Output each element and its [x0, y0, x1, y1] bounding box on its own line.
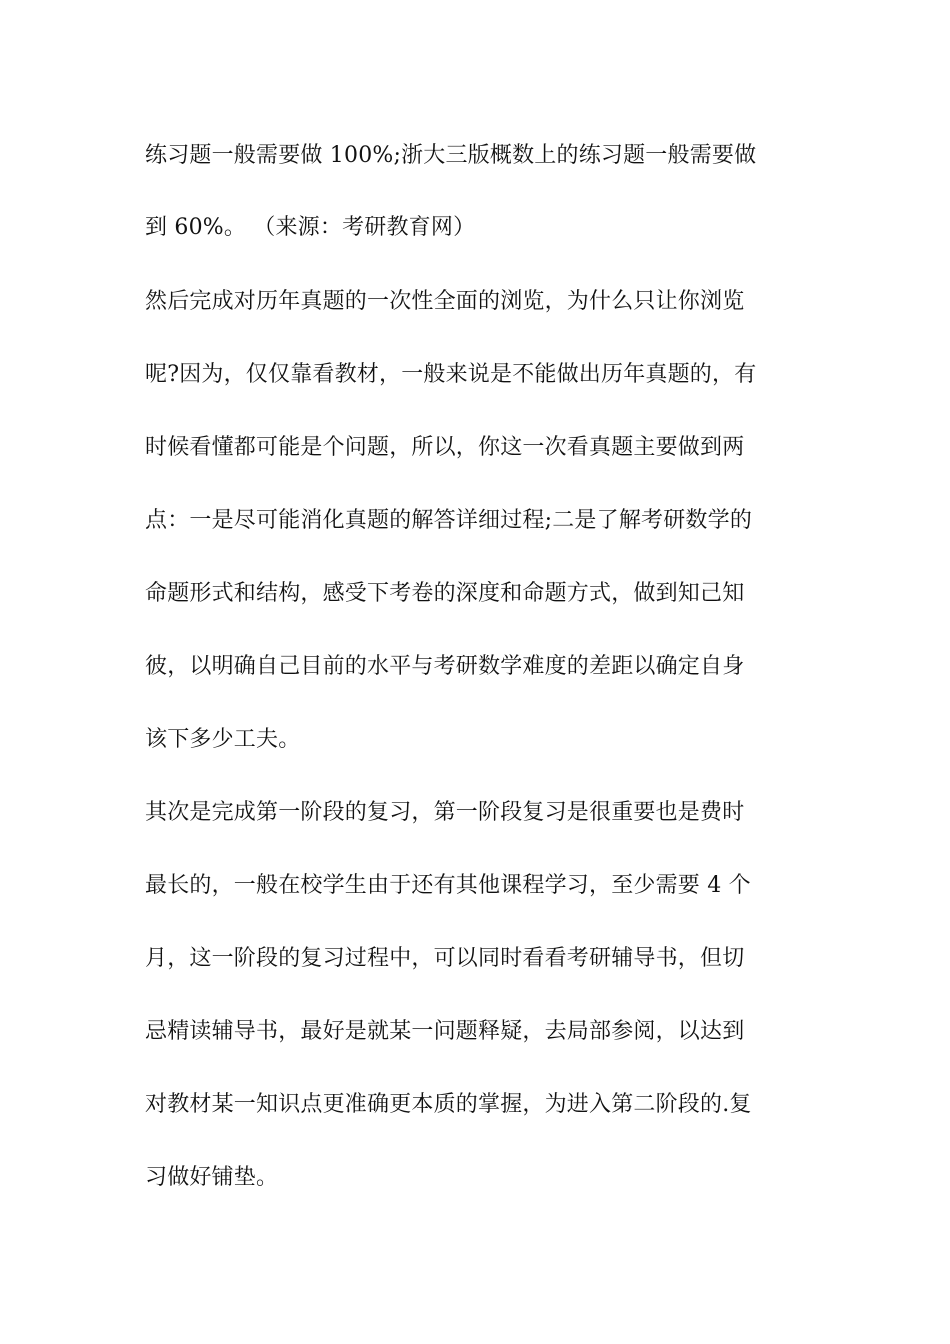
- text-line: 然后完成对历年真题的一次性全面的浏览，为什么只让你浏览: [145, 289, 745, 314]
- text-line: 命题形式和结构，感受下考卷的深度和命题方式，做到知己知: [145, 581, 745, 606]
- text-line: 到 60%。 （来源：考研教育网）: [145, 215, 476, 240]
- text-line: 时候看懂都可能是个问题，所以，你这一次看真题主要做到两: [145, 435, 745, 460]
- text-line: 月，这一阶段的复习过程中，可以同时看看考研辅导书，但切: [145, 946, 745, 971]
- text-line: 彼，以明确自己目前的水平与考研数学难度的差距以确定自身: [145, 654, 745, 679]
- text-line: 练习题一般需要做 100%;浙大三版概数上的练习题一般需要做: [145, 143, 757, 168]
- text-line: 忌精读辅导书，最好是就某一问题释疑，去局部参阅，以达到: [145, 1019, 745, 1044]
- text-line: 点：一是尽可能消化真题的解答详细过程;二是了解考研数学的: [145, 508, 753, 533]
- text-line: 该下多少工夫。: [145, 727, 301, 752]
- text-line: 其次是完成第一阶段的复习，第一阶段复习是很重要也是费时: [145, 800, 745, 825]
- text-line: 最长的，一般在校学生由于还有其他课程学习，至少需要 4 个: [145, 873, 751, 898]
- text-line: 呢?因为，仅仅靠看教材，一般来说是不能做出历年真题的，有: [145, 362, 757, 387]
- text-line: 习做好铺垫。: [145, 1165, 279, 1190]
- text-line: 对教材某一知识点更准确更本质的掌握，为进入第二阶段的.复: [145, 1092, 752, 1117]
